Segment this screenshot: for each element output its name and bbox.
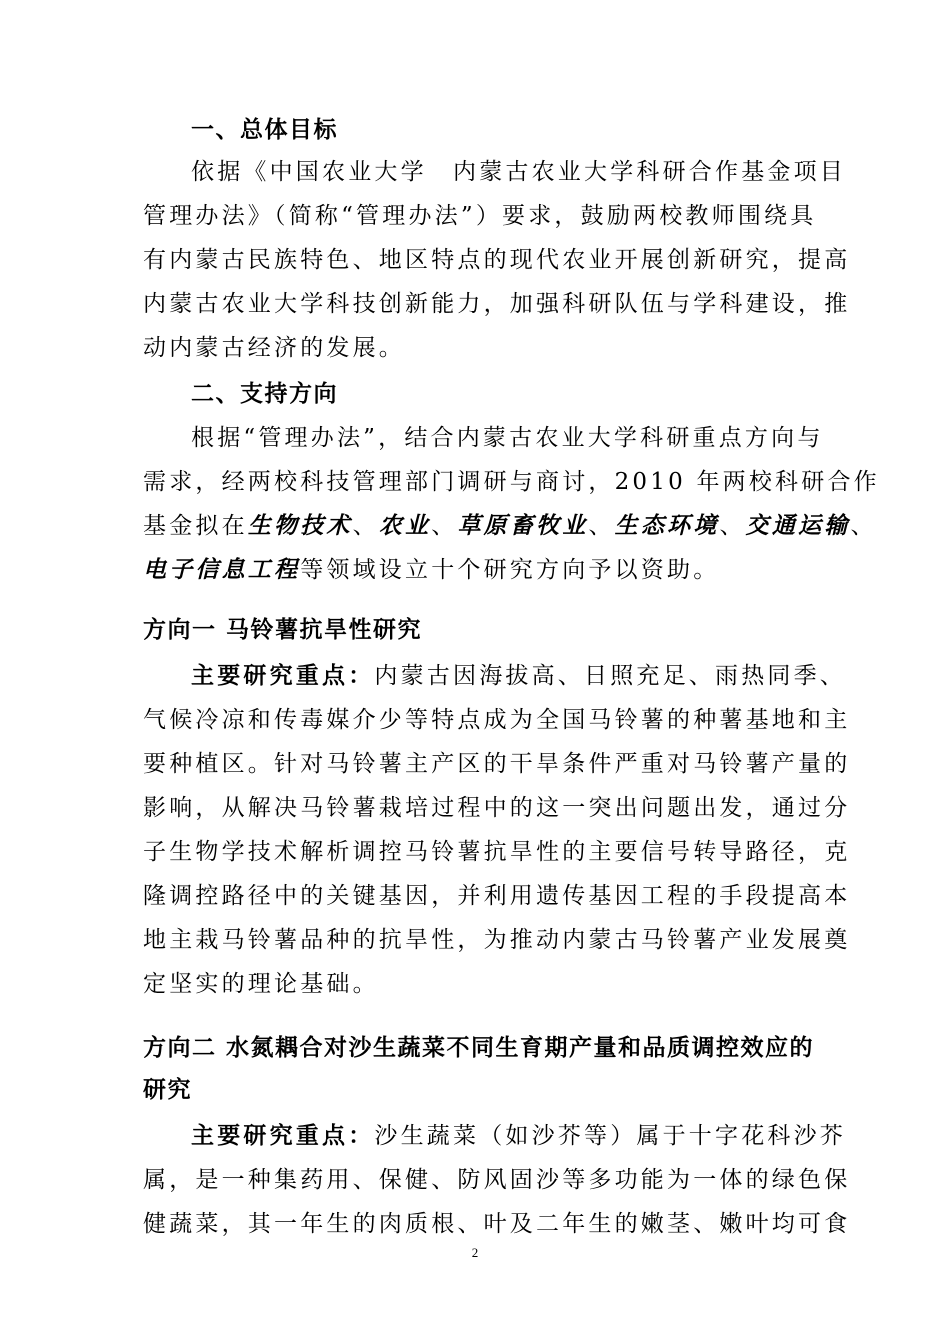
paragraph-line: 要种植区。针对马铃薯主产区的干旱条件严重对马铃薯产量的 <box>143 751 851 777</box>
paragraph-line: 内蒙古农业大学科技创新能力，加强科研队伍与学科建设，推 <box>143 291 851 317</box>
direction-2-title-cont: 研究 <box>143 1077 192 1103</box>
field-agriculture: 农业 <box>378 513 432 539</box>
separator: 、 <box>719 513 746 539</box>
paragraph-line: 影响，从解决马铃薯栽培过程中的这一突出问题出发，通过分 <box>143 795 851 821</box>
paragraph-line: 动内蒙古经济的发展。 <box>143 335 405 361</box>
paragraph-line: 健蔬菜，其一年生的肉质根、叶及二年生的嫩茎、嫩叶均可食 <box>143 1211 851 1237</box>
separator: 、 <box>850 513 877 539</box>
paragraph-line: 依据《中国农业大学 内蒙古农业大学科研合作基金项目 <box>191 159 846 185</box>
focus-label: 主要研究重点： <box>191 1123 375 1149</box>
paragraph-line: 气候冷凉和传毒媒介少等特点成为全国马铃薯的种薯基地和主 <box>143 707 851 733</box>
separator: 、 <box>431 513 458 539</box>
section-heading-directions: 二、支持方向 <box>191 381 338 407</box>
focus-label: 主要研究重点： <box>191 663 375 689</box>
separator: 、 <box>352 513 379 539</box>
paragraph-line <box>191 654 846 698</box>
paragraph-line: 子生物学技术解析调控马铃薯抗旱性的主要信号转导路径，克 <box>143 839 851 865</box>
text-span: 基金拟在 <box>143 513 248 539</box>
paragraph-line-fields <box>143 504 877 548</box>
paragraph-line: 管理办法》（简称“管理办法”）要求，鼓励两校教师围绕具 <box>143 203 817 229</box>
field-ecology: 生态环境 <box>614 513 720 539</box>
field-electronics: 电子信息工程 <box>143 557 301 583</box>
text-span: 等领域设立十个研究方向予以资助。 <box>300 557 720 583</box>
text-span: 内蒙古因海拔高、日照充足、雨热同季、 <box>374 663 847 689</box>
paragraph-line: 定坚实的理论基础。 <box>143 971 379 997</box>
field-biotech: 生物技术 <box>247 513 353 539</box>
section-heading-goals: 一、总体目标 <box>191 117 338 143</box>
field-grassland: 草原畜牧业 <box>457 513 589 539</box>
paragraph-line: 地主栽马铃薯品种的抗旱性，为推动内蒙古马铃薯产业发展奠 <box>143 927 851 953</box>
paragraph-line <box>191 1114 846 1158</box>
paragraph-line: 根据“管理办法”，结合内蒙古农业大学科研重点方向与 <box>191 425 824 451</box>
page-number: 2 <box>471 1245 479 1260</box>
field-transport: 交通运输 <box>745 513 851 539</box>
paragraph-line: 隆调控路径中的关键基因，并利用遗传基因工程的手段提高本 <box>143 883 851 909</box>
direction-1-title: 方向一 马铃薯抗旱性研究 <box>143 617 423 643</box>
paragraph-line: 有内蒙古民族特色、地区特点的现代农业开展创新研究，提高 <box>143 247 851 273</box>
paragraph-line-fields <box>143 548 719 592</box>
text-span: 沙生蔬菜（如沙芥等）属于十字花科沙芥 <box>374 1123 847 1149</box>
separator: 、 <box>588 513 615 539</box>
paragraph-line: 需求，经两校科技管理部门调研与商讨，2010 年两校科研合作 <box>143 469 880 495</box>
paragraph-line: 属，是一种集药用、保健、防风固沙等多功能为一体的绿色保 <box>143 1167 851 1193</box>
direction-2-title: 方向二 水氮耦合对沙生蔬菜不同生育期产量和品质调控效应的 <box>143 1035 815 1061</box>
